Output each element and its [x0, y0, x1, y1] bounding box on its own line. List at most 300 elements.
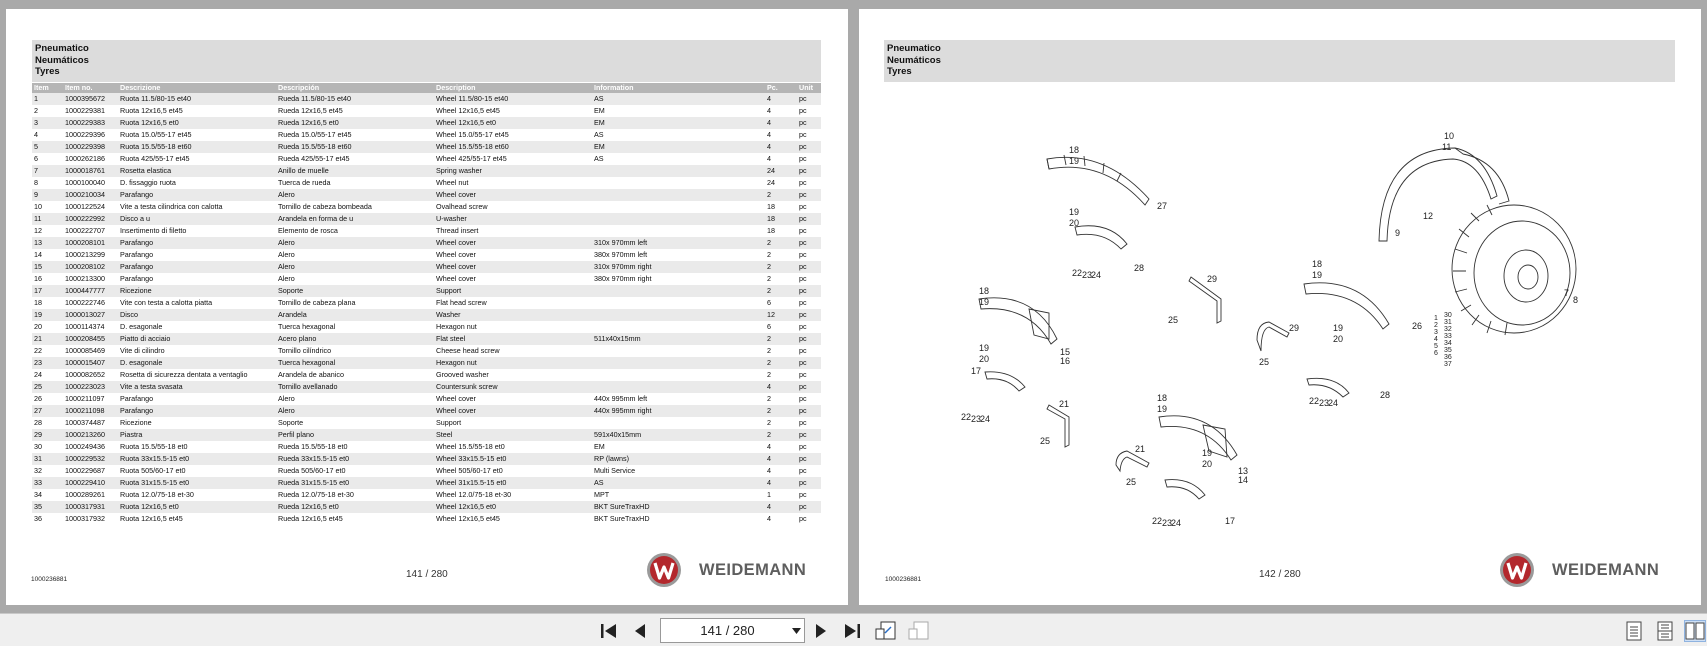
- cell-unit: pc: [797, 177, 821, 189]
- cell-item-no: 1000249436: [63, 441, 118, 453]
- cell-pc: 2: [765, 369, 797, 381]
- callout-label: 20: [979, 354, 990, 364]
- callout-label: 29: [1207, 274, 1218, 284]
- cell-pc: 18: [765, 225, 797, 237]
- cell-item: 22: [32, 345, 63, 357]
- cell-descrizione: Ruota 12.0/75-18 et-30: [118, 489, 276, 501]
- cell-item: 1: [32, 93, 63, 105]
- cell-pc: 24: [765, 165, 797, 177]
- callout-label: 27: [1157, 201, 1168, 211]
- cell-item-no: 1000211097: [63, 393, 118, 405]
- wheel-cover-drawing: [1047, 155, 1149, 249]
- callout-label: 3: [1434, 329, 1438, 336]
- cell-information: [592, 225, 765, 237]
- cell-descrizione: Parafango: [118, 405, 276, 417]
- callout-label: 20: [1202, 459, 1213, 469]
- cell-pc: 4: [765, 465, 797, 477]
- callout-label: 24: [1328, 398, 1339, 408]
- cell-unit: pc: [797, 321, 821, 333]
- cell-item-no: 1000262186: [63, 153, 118, 165]
- cell-descripcion: Rueda 15.5/55-18 et60: [276, 141, 434, 153]
- brand-name: WEIDEMANN: [1552, 561, 1660, 579]
- table-row: [32, 249, 821, 261]
- cell-descrizione: Disco: [118, 309, 276, 321]
- cell-item-no: 1000395672: [63, 93, 118, 105]
- cell-item: 30: [32, 441, 63, 453]
- cell-unit: pc: [797, 453, 821, 465]
- cell-item: 24: [32, 369, 63, 381]
- cell-descripcion: Alero: [276, 393, 434, 405]
- cell-unit: pc: [797, 261, 821, 273]
- cell-item-no: 1000229687: [63, 465, 118, 477]
- col-header-descripcion: Descripción: [276, 83, 434, 93]
- cell-information: AS: [592, 477, 765, 489]
- cell-descrizione: Vite a testa cilindrica con calotta: [118, 201, 276, 213]
- callout-label: 35: [1444, 347, 1452, 354]
- callout-label: 23: [971, 414, 982, 424]
- callout-label: 28: [1134, 263, 1145, 273]
- document-number: 1000236881: [31, 576, 68, 583]
- cell-item: 4: [32, 129, 63, 141]
- cell-descrizione: Parafango: [118, 189, 276, 201]
- continuous-view-icon: [1656, 621, 1674, 641]
- two-page-view-button[interactable]: [1684, 620, 1706, 642]
- cell-item: 32: [32, 465, 63, 477]
- cell-unit: pc: [797, 117, 821, 129]
- cell-descripcion: Anillo de muelle: [276, 165, 434, 177]
- cell-information: 511x40x15mm: [592, 333, 765, 345]
- cell-description: Hexagon nut: [434, 321, 592, 333]
- cell-descripcion: Tuerca de rueda: [276, 177, 434, 189]
- table-row: [32, 297, 821, 309]
- callout-label: 7: [1564, 288, 1570, 298]
- cell-descrizione: D. fissaggio ruota: [118, 177, 276, 189]
- callout-label: 28: [1380, 390, 1391, 400]
- table-row: [32, 393, 821, 405]
- cell-item: 20: [32, 321, 63, 333]
- cell-description: Wheel cover: [434, 261, 592, 273]
- table-row: [32, 489, 821, 501]
- cell-description: Spring washer: [434, 165, 592, 177]
- cell-descripcion: Rueda 12x16,5 et45: [276, 513, 434, 525]
- cell-item-no: 1000015407: [63, 357, 118, 369]
- cell-pc: 1: [765, 489, 797, 501]
- single-page-view-icon: [1625, 621, 1643, 641]
- table-row: [32, 105, 821, 117]
- cell-pc: 12: [765, 309, 797, 321]
- cell-descrizione: Parafango: [118, 249, 276, 261]
- last-page-button[interactable]: [841, 620, 863, 642]
- callout-label: 10: [1444, 131, 1455, 141]
- callout-label: 18: [1069, 145, 1080, 155]
- table-row: [32, 189, 821, 201]
- cell-pc: 4: [765, 105, 797, 117]
- continuous-view-button[interactable]: [1654, 620, 1676, 642]
- cell-description: Wheel 33x15.5-15 et0: [434, 453, 592, 465]
- table-row: [32, 129, 821, 141]
- parts-table: [32, 83, 821, 525]
- cell-information: 310x 970mm right: [592, 261, 765, 273]
- cell-item-no: 1000013027: [63, 309, 118, 321]
- cell-unit: pc: [797, 297, 821, 309]
- cell-pc: 2: [765, 237, 797, 249]
- table-row: [32, 141, 821, 153]
- cell-descripcion: Rueda 12x16,5 et0: [276, 117, 434, 129]
- cell-description: Wheel cover: [434, 237, 592, 249]
- cell-unit: pc: [797, 273, 821, 285]
- last-page-icon: [843, 623, 861, 639]
- cell-description: Wheel cover: [434, 249, 592, 261]
- cell-unit: pc: [797, 381, 821, 393]
- cell-information: AS: [592, 129, 765, 141]
- cell-information: EM: [592, 117, 765, 129]
- cell-unit: pc: [797, 405, 821, 417]
- cell-description: Wheel 12x16,5 et0: [434, 501, 592, 513]
- cell-item-no: 1000114374: [63, 321, 118, 333]
- cell-description: Wheel 12x16,5 et0: [434, 117, 592, 129]
- callout-label: 22: [1072, 268, 1083, 278]
- cell-descrizione: Ruota 15.5/55-18 et0: [118, 441, 276, 453]
- cell-descripcion: Alero: [276, 237, 434, 249]
- cell-item: 31: [32, 453, 63, 465]
- cell-information: MPT: [592, 489, 765, 501]
- cell-item: 7: [32, 165, 63, 177]
- viewer-toolbar: [0, 613, 1707, 646]
- cell-unit: pc: [797, 141, 821, 153]
- table-row: [32, 405, 821, 417]
- cell-descripcion: Rueda 31x15.5-15 et0: [276, 477, 434, 489]
- next-page-button[interactable]: [810, 620, 832, 642]
- cell-descrizione: Ricezione: [118, 285, 276, 297]
- callout-label: 19: [1202, 448, 1213, 458]
- cell-descripcion: Soporte: [276, 417, 434, 429]
- table-row: [32, 333, 821, 345]
- cell-item-no: 1000085469: [63, 345, 118, 357]
- cell-pc: 2: [765, 357, 797, 369]
- cell-information: [592, 165, 765, 177]
- cell-descripcion: Rueda 33x15.5-15 et0: [276, 453, 434, 465]
- cell-pc: 18: [765, 201, 797, 213]
- cell-item: 2: [32, 105, 63, 117]
- cell-descripcion: Arandela: [276, 309, 434, 321]
- cell-item: 17: [32, 285, 63, 297]
- callout-label: 36: [1444, 354, 1452, 361]
- callout-label: 19: [1312, 270, 1323, 280]
- callout-label: 25: [1040, 436, 1051, 446]
- cell-descrizione: Ruota 11.5/80-15 et40: [118, 93, 276, 105]
- cell-pc: 2: [765, 333, 797, 345]
- callout-label: 16: [1060, 356, 1071, 366]
- cell-pc: 4: [765, 453, 797, 465]
- cell-descrizione: Ruota 12x16,5 et0: [118, 501, 276, 513]
- callout-label: 20: [1069, 218, 1080, 228]
- table-row: [32, 273, 821, 285]
- cell-information: BKT SureTraxHD: [592, 501, 765, 513]
- cell-descripcion: Tornillo de cabeza plana: [276, 297, 434, 309]
- cell-descripcion: Rueda 15.0/55-17 et45: [276, 129, 434, 141]
- cell-item: 12: [32, 225, 63, 237]
- cell-pc: 4: [765, 441, 797, 453]
- previous-page-button[interactable]: [629, 620, 651, 642]
- cell-descrizione: Ruota 12x16,5 et45: [118, 513, 276, 525]
- cell-item-no: 1000213299: [63, 249, 118, 261]
- cell-pc: 2: [765, 189, 797, 201]
- callout-label: 13: [1238, 466, 1249, 476]
- cell-descripcion: Tuerca hexagonal: [276, 321, 434, 333]
- callout-label: 11: [1442, 142, 1452, 152]
- table-row: [32, 441, 821, 453]
- cell-descrizione: Ruota 33x15.5-15 et0: [118, 453, 276, 465]
- table-row: [32, 357, 821, 369]
- cell-item-no: 1000211098: [63, 405, 118, 417]
- callout-label: 30: [1444, 312, 1452, 319]
- fit-width-button[interactable]: [908, 620, 930, 642]
- weidemann-logo: [1499, 552, 1684, 588]
- cell-description: Support: [434, 417, 592, 429]
- fit-width-icon: [908, 621, 930, 641]
- fit-page-button[interactable]: [875, 620, 897, 642]
- cell-information: 440x 995mm left: [592, 393, 765, 405]
- cell-description: Wheel 15.0/55-17 et45: [434, 129, 592, 141]
- cell-item-no: 1000374487: [63, 417, 118, 429]
- cell-pc: 2: [765, 345, 797, 357]
- chevron-down-icon[interactable]: [788, 628, 804, 634]
- cell-pc: 2: [765, 285, 797, 297]
- callout-label: 22: [961, 412, 972, 422]
- cell-item: 10: [32, 201, 63, 213]
- parts-table-header: [32, 83, 821, 93]
- cell-description: Flat steel: [434, 333, 592, 345]
- cell-item: 6: [32, 153, 63, 165]
- table-row: [32, 381, 821, 393]
- cell-information: [592, 417, 765, 429]
- cell-item: 15: [32, 261, 63, 273]
- cell-item-no: 1000208101: [63, 237, 118, 249]
- cell-item: 26: [32, 393, 63, 405]
- callout-label: 37: [1444, 361, 1452, 368]
- cell-descrizione: Vite con testa a calotta piatta: [118, 297, 276, 309]
- section-title-block: [32, 40, 821, 82]
- cell-descrizione: Ricezione: [118, 417, 276, 429]
- cell-item: 8: [32, 177, 63, 189]
- cell-item: 16: [32, 273, 63, 285]
- parts-table-body: [32, 93, 821, 525]
- cell-item-no: 1000229532: [63, 453, 118, 465]
- cell-description: Washer: [434, 309, 592, 321]
- cell-pc: 2: [765, 393, 797, 405]
- cell-descrizione: Parafango: [118, 261, 276, 273]
- callout-label: 19: [1069, 207, 1080, 217]
- col-header-pc: Pc.: [765, 83, 797, 93]
- cell-descripcion: Alero: [276, 405, 434, 417]
- cell-descrizione: Insertimento di filetto: [118, 225, 276, 237]
- cell-descripcion: Arandela en forma de u: [276, 213, 434, 225]
- cell-descripcion: Rueda 12x16,5 et45: [276, 105, 434, 117]
- table-row: [32, 285, 821, 297]
- cell-unit: pc: [797, 369, 821, 381]
- cell-descripcion: Acero plano: [276, 333, 434, 345]
- callout-label: 8: [1573, 295, 1579, 305]
- cell-pc: 4: [765, 381, 797, 393]
- table-row: [32, 513, 821, 525]
- section-title-en: Tyres: [35, 66, 60, 77]
- cell-descrizione: Parafango: [118, 273, 276, 285]
- cell-descrizione: Piatto di acciaio: [118, 333, 276, 345]
- cell-description: Support: [434, 285, 592, 297]
- cell-item: 28: [32, 417, 63, 429]
- cell-item-no: 1000317931: [63, 501, 118, 513]
- cell-information: EM: [592, 441, 765, 453]
- cell-information: [592, 213, 765, 225]
- cell-description: Wheel 15.5/55-18 et60: [434, 141, 592, 153]
- weidemann-emblem-icon: [1499, 552, 1535, 588]
- cell-unit: pc: [797, 153, 821, 165]
- cell-pc: 2: [765, 417, 797, 429]
- callout-label: 4: [1434, 336, 1438, 343]
- page-number: 142 / 280: [1259, 569, 1301, 580]
- cell-descripcion: Rueda 12x16,5 et0: [276, 501, 434, 513]
- cell-descripcion: Alero: [276, 249, 434, 261]
- cell-description: Wheel 12x16,5 et45: [434, 105, 592, 117]
- cell-information: [592, 189, 765, 201]
- col-header-item-no: Item no.: [63, 83, 118, 93]
- cell-descripcion: Rueda 11.5/80-15 et40: [276, 93, 434, 105]
- callout-label: 17: [971, 366, 982, 376]
- cell-descrizione: Ruota 12x16,5 et45: [118, 105, 276, 117]
- section-title-en: Tyres: [887, 66, 912, 77]
- callout-label: 34: [1444, 340, 1452, 347]
- weidemann-emblem-icon: [646, 552, 682, 588]
- callout-label: 23: [1162, 518, 1173, 528]
- cell-descripcion: Alero: [276, 273, 434, 285]
- wheel-cover-drawing: [979, 298, 1057, 391]
- cell-item: 21: [32, 333, 63, 345]
- cell-unit: pc: [797, 441, 821, 453]
- cell-item-no: 1000229383: [63, 117, 118, 129]
- cell-unit: pc: [797, 333, 821, 345]
- table-row: [32, 501, 821, 513]
- callout-label: 1: [1434, 315, 1438, 322]
- table-row: [32, 93, 821, 105]
- cell-descripcion: Rueda 505/60-17 et0: [276, 465, 434, 477]
- cell-description: Thread insert: [434, 225, 592, 237]
- col-header-description: Description: [434, 83, 592, 93]
- cell-descrizione: Vite di cilindro: [118, 345, 276, 357]
- callout-label: 21: [1059, 399, 1070, 409]
- cell-unit: pc: [797, 249, 821, 261]
- cell-descripcion: Tornillo cilíndrico: [276, 345, 434, 357]
- cell-item-no: 1000229410: [63, 477, 118, 489]
- cell-pc: 4: [765, 477, 797, 489]
- callout-label: 31: [1444, 319, 1452, 326]
- callout-label: 32: [1444, 326, 1452, 333]
- cell-item-no: 1000100040: [63, 177, 118, 189]
- cell-unit: pc: [797, 213, 821, 225]
- cell-pc: 4: [765, 117, 797, 129]
- cell-information: [592, 201, 765, 213]
- cell-item: 13: [32, 237, 63, 249]
- callout-label: 9: [1395, 228, 1401, 238]
- cell-description: Wheel cover: [434, 405, 592, 417]
- cell-item: 11: [32, 213, 63, 225]
- callout-label: 17: [1225, 516, 1236, 526]
- section-title-es: Neumáticos: [35, 54, 89, 66]
- cell-descripcion: Tornillo de cabeza bombeada: [276, 201, 434, 213]
- callout-label: 18: [1157, 393, 1168, 403]
- cell-item: 35: [32, 501, 63, 513]
- cell-item: 14: [32, 249, 63, 261]
- col-header-unit: Unit: [797, 83, 821, 93]
- cell-description: Hexagon nut: [434, 357, 592, 369]
- cell-descripcion: Rueda 425/55-17 et45: [276, 153, 434, 165]
- cell-item-no: 1000082652: [63, 369, 118, 381]
- cell-descripcion: Elemento de rosca: [276, 225, 434, 237]
- two-page-view-icon: [1685, 621, 1705, 641]
- single-page-view-button[interactable]: [1623, 620, 1645, 642]
- cell-description: Flat head screw: [434, 297, 592, 309]
- cell-item-no: 1000208102: [63, 261, 118, 273]
- cell-pc: 2: [765, 429, 797, 441]
- cell-descrizione: Parafango: [118, 237, 276, 249]
- cell-unit: pc: [797, 93, 821, 105]
- cell-descripcion: Soporte: [276, 285, 434, 297]
- cell-unit: pc: [797, 225, 821, 237]
- cell-pc: 4: [765, 129, 797, 141]
- cell-pc: 4: [765, 501, 797, 513]
- cell-descripcion: Tuerca hexagonal: [276, 357, 434, 369]
- cell-item: 19: [32, 309, 63, 321]
- table-row: [32, 345, 821, 357]
- cell-unit: pc: [797, 429, 821, 441]
- cell-description: Wheel 15.5/55-18 et0: [434, 441, 592, 453]
- callout-label: 2: [1434, 322, 1438, 329]
- cell-information: [592, 285, 765, 297]
- cell-description: Wheel 11.5/80-15 et40: [434, 93, 592, 105]
- exploded-parts-diagram: [859, 9, 1701, 605]
- callout-label: 12: [1423, 211, 1434, 221]
- cell-descrizione: Rosetta di sicurezza dentata a ventaglio: [118, 369, 276, 381]
- cell-description: Wheel cover: [434, 189, 592, 201]
- cell-information: [592, 357, 765, 369]
- cell-pc: 18: [765, 213, 797, 225]
- cell-descrizione: Rosetta elastica: [118, 165, 276, 177]
- previous-page-icon: [633, 623, 647, 639]
- fit-page-icon: [875, 621, 897, 641]
- callout-label: 25: [1168, 315, 1179, 325]
- cell-descripcion: Perfil plano: [276, 429, 434, 441]
- cell-description: Wheel 505/60-17 et0: [434, 465, 592, 477]
- first-page-button[interactable]: [598, 620, 620, 642]
- callout-label: 26: [1412, 321, 1423, 331]
- cell-information: 380x 970mm left: [592, 249, 765, 261]
- cell-unit: pc: [797, 345, 821, 357]
- cell-item-no: 1000229381: [63, 105, 118, 117]
- cell-description: Cheese head screw: [434, 345, 592, 357]
- cell-item-no: 1000018761: [63, 165, 118, 177]
- table-row: [32, 117, 821, 129]
- cell-item: 18: [32, 297, 63, 309]
- cell-unit: pc: [797, 501, 821, 513]
- cell-descrizione: Ruota 15.0/55-17 et45: [118, 129, 276, 141]
- cell-item-no: 1000222746: [63, 297, 118, 309]
- table-row: [32, 177, 821, 189]
- page-number-field[interactable]: [660, 618, 805, 643]
- cell-information: 310x 970mm left: [592, 237, 765, 249]
- cell-information: AS: [592, 153, 765, 165]
- cell-information: 591x40x15mm: [592, 429, 765, 441]
- cell-item: 23: [32, 357, 63, 369]
- first-page-icon: [600, 623, 618, 639]
